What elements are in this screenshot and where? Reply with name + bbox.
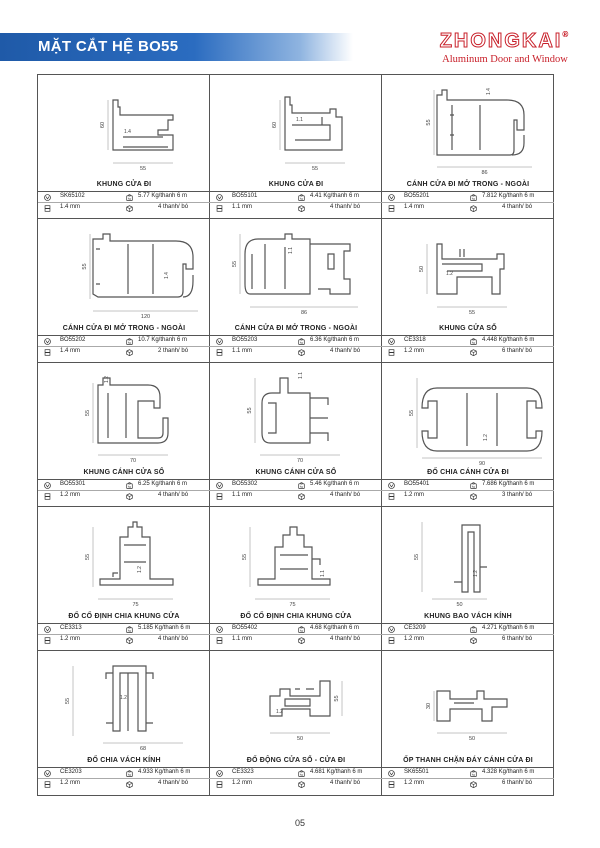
svg-text:kg: kg: [300, 340, 303, 345]
svg-text:60: 60: [100, 121, 106, 129]
profile-weight: 5.77 Kg/thanh 6 m: [138, 193, 188, 199]
spec-table: [382, 479, 554, 508]
profile-cross-section-drawing: [210, 219, 382, 322]
profile-thickness: 1.2 mm: [232, 780, 253, 786]
profile-card: [210, 507, 382, 651]
spec-table: [38, 335, 210, 364]
profile-cross-section-drawing: [382, 75, 554, 178]
spec-row: [38, 491, 210, 501]
profile-cross-section-drawing: [38, 507, 210, 610]
svg-text:70: 70: [296, 458, 304, 464]
svg-text:kg: kg: [472, 196, 475, 201]
svg-text:kg: kg: [128, 484, 131, 489]
spec-table: [382, 191, 554, 220]
svg-text:86: 86: [300, 310, 308, 316]
profile-code: CE3209: [404, 625, 426, 631]
profile-code: SK65501: [404, 769, 429, 775]
spec-row: [38, 635, 210, 645]
profile-card: [382, 363, 554, 507]
profile-pack: 6 thanh/ bó: [502, 636, 533, 642]
profile-name: KHUNG CỬA ĐI: [96, 181, 152, 188]
profile-code: CE3318: [404, 337, 426, 343]
profile-card: [38, 75, 210, 219]
svg-text:1.1: 1.1: [288, 247, 294, 254]
profile-thickness: 1.2 mm: [60, 636, 81, 642]
profile-pack: 6 thanh/ bó: [502, 348, 533, 354]
svg-text:kg: kg: [472, 340, 475, 345]
profile-pack: 3 thanh/ bó: [502, 492, 533, 498]
profile-card: [210, 363, 382, 507]
profile-code: BO55201: [404, 193, 430, 199]
svg-text:86: 86: [481, 170, 488, 176]
svg-text:75: 75: [132, 602, 139, 608]
profile-weight: 6.25 Kg/thanh 6 m: [138, 481, 188, 487]
profile-code: SK65102: [60, 193, 85, 199]
profile-cross-section-drawing: [210, 363, 382, 466]
profile-thickness: 1.2 mm: [60, 780, 81, 786]
spec-row: [382, 203, 554, 213]
svg-text:55: 55: [85, 409, 91, 417]
profile-cross-section-drawing: [382, 507, 554, 610]
spec-table: [38, 623, 210, 652]
profile-pack: 4 thanh/ bó: [158, 492, 189, 498]
spec-table: [382, 623, 554, 652]
svg-text:1.2: 1.2: [446, 271, 453, 277]
profile-card: [382, 219, 554, 363]
profile-code: BO55402: [232, 625, 258, 631]
profile-cross-section-drawing: [210, 75, 382, 178]
spec-row: [210, 192, 382, 203]
profile-weight: 4.933 Kg/thanh 6 m: [138, 769, 191, 775]
svg-text:55: 55: [311, 166, 319, 172]
profile-pack: 2 thanh/ bó: [158, 348, 189, 354]
svg-text:70: 70: [129, 458, 137, 464]
spec-row: [382, 192, 554, 203]
svg-text:50: 50: [296, 736, 304, 742]
svg-text:68: 68: [139, 746, 147, 752]
profile-weight: 7.686 Kg/thanh 6 m: [482, 481, 535, 487]
svg-text:kg: kg: [300, 628, 303, 633]
profile-pack: 4 thanh/ bó: [158, 204, 189, 210]
profile-pack: 4 thanh/ bó: [330, 348, 361, 354]
profile-card: [382, 75, 554, 219]
spec-row: [210, 203, 382, 213]
profile-code: BO55202: [60, 337, 86, 343]
svg-text:kg: kg: [128, 628, 131, 633]
spec-row: [38, 336, 210, 347]
profile-thickness: 1.1 mm: [232, 348, 253, 354]
svg-text:1.2: 1.2: [104, 376, 110, 383]
profile-code: BO55401: [404, 481, 430, 487]
profile-name: KHUNG BAO VÁCH KÍNH: [424, 613, 512, 620]
spec-row: [210, 768, 382, 779]
profile-weight: 4.328 Kg/thanh 6 m: [482, 769, 535, 775]
spec-row: [210, 491, 382, 501]
profile-code: BO55101: [232, 193, 258, 199]
svg-text:55: 55: [409, 409, 415, 417]
profile-code: CE3203: [60, 769, 82, 775]
spec-row: [210, 635, 382, 645]
profile-weight: 7.812 Kg/thanh 6 m: [482, 193, 535, 199]
svg-text:kg: kg: [128, 340, 131, 345]
spec-table: [210, 767, 382, 796]
svg-text:55: 55: [334, 695, 340, 702]
spec-row: [382, 779, 554, 789]
title-banner: [0, 33, 353, 61]
profile-cross-section-drawing: [38, 219, 210, 322]
svg-text:1.4: 1.4: [164, 272, 170, 279]
svg-text:kg: kg: [300, 196, 303, 201]
spec-row: [38, 779, 210, 789]
page-title: MẶT CẮT HỆ BO55: [38, 38, 179, 55]
profile-thickness: 1.4 mm: [60, 204, 81, 210]
svg-text:kg: kg: [472, 772, 475, 777]
profile-card: [38, 651, 210, 795]
profile-name: ĐỐ CỐ ĐỊNH CHIA KHUNG CỬA: [240, 613, 352, 620]
spec-row: [210, 624, 382, 635]
spec-row: [382, 336, 554, 347]
spec-row: [210, 336, 382, 347]
profile-card: [382, 507, 554, 651]
profile-weight: 6.36 Kg/thanh 6 m: [310, 337, 360, 343]
svg-text:50: 50: [456, 602, 463, 608]
brand-tagline: Aluminum Door and Window: [442, 54, 568, 65]
profile-thickness: 1.2 mm: [404, 780, 425, 786]
svg-text:90: 90: [478, 461, 486, 466]
spec-row: [38, 192, 210, 203]
svg-text:55: 55: [82, 263, 88, 270]
profile-thickness: 1.2 mm: [60, 492, 81, 498]
spec-row: [38, 768, 210, 779]
spec-table: [210, 479, 382, 508]
svg-text:1.2: 1.2: [473, 570, 479, 577]
spec-table: [210, 191, 382, 220]
profile-weight: 4.41 Kg/thanh 6 m: [310, 193, 360, 199]
profile-code: CE3313: [60, 625, 82, 631]
profile-card: [210, 219, 382, 363]
profile-thickness: 1.2 mm: [404, 348, 425, 354]
spec-row: [210, 347, 382, 357]
svg-text:55: 55: [414, 553, 420, 561]
profile-name: CÁNH CỬA ĐI MỞ TRONG - NGOÀI: [62, 325, 186, 332]
svg-text:kg: kg: [128, 196, 131, 201]
svg-text:1.4: 1.4: [486, 88, 492, 95]
svg-text:120: 120: [140, 314, 151, 320]
spec-row: [382, 491, 554, 501]
spec-row: [382, 768, 554, 779]
profile-pack: 4 thanh/ bó: [158, 636, 189, 642]
profile-weight: 5.46 Kg/thanh 6 m: [310, 481, 360, 487]
svg-text:1.2: 1.2: [137, 566, 143, 573]
svg-text:1.2: 1.2: [276, 709, 283, 715]
spec-table: [210, 335, 382, 364]
svg-text:kg: kg: [300, 484, 303, 489]
spec-row: [38, 624, 210, 635]
spec-table: [38, 767, 210, 796]
profile-name: ĐỐ CỐ ĐỊNH CHIA KHUNG CỬA: [68, 613, 180, 620]
profile-pack: 6 thanh/ bó: [502, 780, 533, 786]
svg-text:55: 55: [232, 260, 238, 268]
profile-thickness: 1.1 mm: [232, 492, 253, 498]
svg-text:30: 30: [426, 702, 432, 710]
profile-cross-section-drawing: [382, 219, 554, 322]
profile-pack: 4 thanh/ bó: [330, 780, 361, 786]
profile-weight: 10.7 Kg/thanh 6 m: [138, 337, 188, 343]
registered-mark: ®: [562, 30, 571, 39]
profile-card: [210, 651, 382, 795]
spec-table: [210, 623, 382, 652]
spec-row: [382, 624, 554, 635]
svg-text:50: 50: [419, 265, 425, 273]
profile-pack: 4 thanh/ bó: [502, 204, 533, 210]
profile-thickness: 1.1 mm: [232, 636, 253, 642]
profile-name: CÁNH CỬA ĐI MỞ TRONG - NGOÀI: [234, 325, 358, 332]
spec-row: [382, 635, 554, 645]
spec-row: [382, 480, 554, 491]
profile-weight: 5.185 Kg/thanh 6 m: [138, 625, 191, 631]
svg-text:1.1: 1.1: [296, 117, 303, 123]
svg-text:55: 55: [247, 407, 253, 414]
spec-table: [382, 335, 554, 364]
profile-card: [38, 507, 210, 651]
profile-pack: 4 thanh/ bó: [330, 636, 361, 642]
page-number: 05: [294, 818, 305, 828]
spec-table: [382, 767, 554, 796]
svg-text:kg: kg: [472, 628, 475, 633]
svg-text:55: 55: [468, 310, 476, 316]
profile-card: [210, 75, 382, 219]
svg-text:1.1: 1.1: [298, 372, 304, 379]
svg-text:55: 55: [139, 166, 147, 172]
profile-thickness: 1.2 mm: [404, 636, 425, 642]
profile-code: BO55203: [232, 337, 258, 343]
profile-name: CÁNH CỬA ĐI MỞ TRONG - NGOÀI: [406, 181, 530, 188]
spec-row: [38, 347, 210, 357]
profile-cross-section-drawing: [38, 363, 210, 466]
profile-code: BO55302: [232, 481, 258, 487]
svg-text:55: 55: [242, 553, 248, 561]
profile-thickness: 1.4 mm: [60, 348, 81, 354]
spec-row: [210, 779, 382, 789]
profile-weight: 4.448 Kg/thanh 6 m: [482, 337, 535, 343]
svg-text:1.4: 1.4: [124, 129, 131, 135]
spec-row: [210, 480, 382, 491]
spec-row: [38, 480, 210, 491]
profile-cross-section-drawing: [382, 651, 554, 754]
svg-text:1.2: 1.2: [120, 695, 127, 701]
profile-code: CE3323: [232, 769, 254, 775]
profile-name: KHUNG CỬA SỔ: [439, 325, 497, 332]
profile-catalog-grid: [37, 74, 554, 796]
profile-code: BO55301: [60, 481, 86, 487]
spec-row: [38, 203, 210, 213]
spec-table: [38, 479, 210, 508]
profile-name: ĐỐ ĐỘNG CỬA SỔ - CỬA ĐI: [246, 757, 346, 764]
profile-weight: 4.68 Kg/thanh 6 m: [310, 625, 360, 631]
spec-table: [38, 191, 210, 220]
svg-text:kg: kg: [128, 772, 131, 777]
profile-name: KHUNG CÁNH CỬA SỔ: [255, 469, 337, 476]
profile-pack: 4 thanh/ bó: [330, 204, 361, 210]
spec-row: [382, 347, 554, 357]
svg-text:55: 55: [65, 697, 71, 705]
brand-name: ZHONGKAI: [439, 30, 563, 52]
profile-cross-section-drawing: [38, 651, 210, 754]
profile-name: KHUNG CỬA ĐI: [268, 181, 324, 188]
brand-logo: [425, 30, 585, 65]
profile-weight: 4.681 Kg/thanh 6 m: [310, 769, 363, 775]
svg-text:50: 50: [468, 736, 476, 742]
profile-cross-section-drawing: [210, 651, 382, 754]
profile-cross-section-drawing: [382, 363, 554, 466]
profile-pack: 4 thanh/ bó: [158, 780, 189, 786]
svg-text:55: 55: [426, 119, 432, 126]
svg-text:1.1: 1.1: [320, 570, 326, 577]
profile-cross-section-drawing: [38, 75, 210, 178]
svg-text:75: 75: [289, 602, 296, 608]
profile-name: ĐỐ CHIA CÁNH CỬA ĐI: [427, 469, 509, 476]
svg-text:55: 55: [85, 553, 91, 561]
svg-text:kg: kg: [300, 772, 303, 777]
profile-card: [382, 651, 554, 795]
svg-text:1.2: 1.2: [483, 434, 489, 441]
svg-text:60: 60: [272, 121, 278, 129]
profile-weight: 4.271 Kg/thanh 6 m: [482, 625, 535, 631]
profile-card: [38, 219, 210, 363]
profile-name: KHUNG CÁNH CỬA SỔ: [83, 469, 165, 476]
profile-name: ỐP THANH CHẶN ĐÁY CÁNH CỬA ĐI: [403, 757, 533, 764]
profile-thickness: 1.4 mm: [404, 204, 425, 210]
profile-thickness: 1.2 mm: [404, 492, 425, 498]
profile-name: ĐỐ CHIA VÁCH KÍNH: [87, 757, 161, 764]
profile-cross-section-drawing: [210, 507, 382, 610]
profile-card: [38, 363, 210, 507]
profile-pack: 4 thanh/ bó: [330, 492, 361, 498]
profile-thickness: 1.1 mm: [232, 204, 253, 210]
svg-text:kg: kg: [472, 484, 475, 489]
